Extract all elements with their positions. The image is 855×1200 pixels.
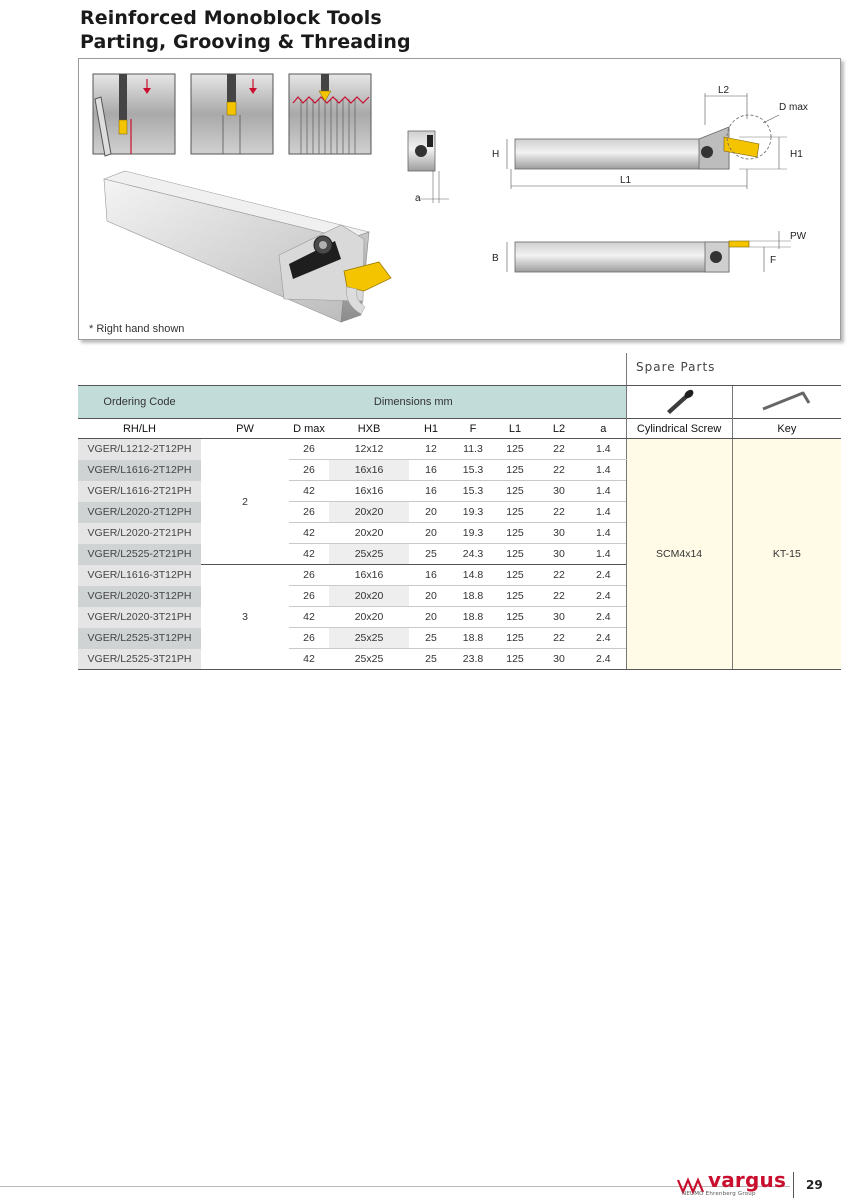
f-cell: 23.8 (453, 649, 493, 670)
dim-label-a: a (415, 193, 421, 204)
f-cell: 15.3 (453, 460, 493, 481)
f-cell: 15.3 (453, 481, 493, 502)
h1-cell: 20 (409, 586, 453, 607)
f-cell: 19.3 (453, 502, 493, 523)
a-cell: 1.4 (581, 523, 626, 544)
l1-cell: 125 (493, 502, 537, 523)
l2-cell: 22 (537, 460, 581, 481)
pw-group-value: 2 (201, 439, 289, 565)
dmax-cell: 26 (289, 439, 329, 460)
key-value: KT-15 (732, 439, 841, 670)
f-cell: 18.8 (453, 586, 493, 607)
h1-cell: 20 (409, 502, 453, 523)
screw-picture-cell (626, 386, 732, 419)
hxb-cell: 25x25 (329, 544, 409, 565)
dim-label-h1: H1 (790, 149, 803, 160)
dmax-cell: 42 (289, 544, 329, 565)
hxb-cell: 20x20 (329, 502, 409, 523)
col-dmax: D max (289, 419, 329, 439)
a-cell: 2.4 (581, 565, 626, 586)
ordering-code: VGER/L2020-2T21PH (78, 523, 201, 544)
figure-panel (78, 58, 841, 340)
f-cell: 11.3 (453, 439, 493, 460)
table-group-header (78, 386, 841, 419)
h1-cell: 16 (409, 481, 453, 502)
hxb-cell: 25x25 (329, 628, 409, 649)
a-cell: 1.4 (581, 460, 626, 481)
page-number: 29 (806, 1178, 823, 1192)
h1-cell: 25 (409, 628, 453, 649)
ordering-code-header: Ordering Code (78, 386, 201, 419)
hxb-cell: 16x16 (329, 565, 409, 586)
a-cell: 2.4 (581, 586, 626, 607)
l2-cell: 30 (537, 649, 581, 670)
h1-cell: 12 (409, 439, 453, 460)
l1-cell: 125 (493, 460, 537, 481)
ordering-code: VGER/L1212-2T12PH (78, 439, 201, 460)
l2-cell: 30 (537, 607, 581, 628)
dmax-cell: 26 (289, 460, 329, 481)
l2-cell: 22 (537, 439, 581, 460)
dmax-cell: 26 (289, 586, 329, 607)
dmax-cell: 42 (289, 649, 329, 670)
grooving-operation-icon (191, 74, 273, 154)
a-cell: 2.4 (581, 649, 626, 670)
f-cell: 18.8 (453, 628, 493, 649)
l1-cell: 125 (493, 481, 537, 502)
h1-cell: 25 (409, 544, 453, 565)
col-cylindrical-screw: Cylindrical Screw (626, 419, 732, 439)
l1-cell: 125 (493, 523, 537, 544)
l1-cell: 125 (493, 439, 537, 460)
table-row (78, 439, 841, 460)
dim-label-f: F (770, 255, 777, 266)
col-h1: H1 (409, 419, 453, 439)
hxb-cell: 16x16 (329, 481, 409, 502)
dim-label-h: H (492, 149, 500, 160)
col-f: F (453, 419, 493, 439)
f-cell: 14.8 (453, 565, 493, 586)
a-cell: 1.4 (581, 544, 626, 565)
a-cell: 2.4 (581, 628, 626, 649)
dmax-cell: 42 (289, 481, 329, 502)
hxb-cell: 16x16 (329, 460, 409, 481)
dmax-cell: 26 (289, 628, 329, 649)
ordering-code: VGER/L2525-2T21PH (78, 544, 201, 565)
spare-parts-title: Spare Parts (636, 360, 716, 374)
col-hxb: HXB (329, 419, 409, 439)
top-view-drawing (492, 231, 807, 272)
key-icon (757, 387, 817, 415)
hxb-cell: 12x12 (329, 439, 409, 460)
tool-3d-render (104, 171, 391, 322)
dmax-cell: 42 (289, 607, 329, 628)
col-l2: L2 (537, 419, 581, 439)
parting-operation-icon (93, 74, 175, 156)
hxb-cell: 20x20 (329, 607, 409, 628)
ordering-code: VGER/L2525-3T21PH (78, 649, 201, 670)
l1-cell: 125 (493, 628, 537, 649)
screw-value: SCM4x14 (626, 439, 732, 670)
col-key: Key (732, 419, 841, 439)
ordering-code: VGER/L1616-2T21PH (78, 481, 201, 502)
l1-cell: 125 (493, 607, 537, 628)
dmax-cell: 42 (289, 523, 329, 544)
l1-cell: 125 (493, 649, 537, 670)
l1-cell: 125 (493, 586, 537, 607)
pw-group-value: 3 (201, 565, 289, 670)
brand-logo: vargus (708, 1168, 787, 1192)
col-pw: PW (201, 419, 289, 439)
dim-label-b: B (492, 253, 499, 264)
a-cell: 1.4 (581, 439, 626, 460)
ordering-code: VGER/L2020-3T12PH (78, 586, 201, 607)
hxb-cell: 25x25 (329, 649, 409, 670)
h1-cell: 20 (409, 607, 453, 628)
tool-illustration (79, 59, 842, 341)
screw-icon (659, 387, 699, 415)
dmax-cell: 26 (289, 565, 329, 586)
ordering-code: VGER/L1616-2T12PH (78, 460, 201, 481)
dim-label-l1: L1 (620, 175, 632, 186)
a-cell: 1.4 (581, 502, 626, 523)
l2-cell: 30 (537, 544, 581, 565)
page-number-divider (793, 1172, 794, 1198)
l2-cell: 22 (537, 628, 581, 649)
a-cell: 2.4 (581, 607, 626, 628)
hxb-cell: 20x20 (329, 586, 409, 607)
ordering-code: VGER/L1616-3T12PH (78, 565, 201, 586)
l1-cell: 125 (493, 565, 537, 586)
dimensions-header: Dimensions mm (201, 386, 626, 419)
l2-cell: 22 (537, 565, 581, 586)
dim-label-pw: PW (790, 231, 807, 242)
h1-cell: 16 (409, 565, 453, 586)
ordering-code: VGER/L2020-3T21PH (78, 607, 201, 628)
h1-cell: 16 (409, 460, 453, 481)
side-view-drawing (492, 85, 808, 189)
l2-cell: 22 (537, 502, 581, 523)
table-column-header (78, 419, 841, 439)
hxb-cell: 20x20 (329, 523, 409, 544)
threading-operation-icon (289, 74, 371, 154)
title-line-2: Parting, Grooving & Threading (80, 31, 411, 53)
dmax-cell: 26 (289, 502, 329, 523)
key-picture-cell (732, 386, 841, 419)
ordering-table (78, 385, 841, 670)
h1-cell: 25 (409, 649, 453, 670)
l2-cell: 22 (537, 586, 581, 607)
col-rhlh: RH/LH (78, 419, 201, 439)
l2-cell: 30 (537, 523, 581, 544)
f-cell: 18.8 (453, 607, 493, 628)
l1-cell: 125 (493, 544, 537, 565)
col-l1: L1 (493, 419, 537, 439)
end-view-drawing (408, 131, 449, 204)
figure-footnote: * Right hand shown (89, 323, 185, 335)
h1-cell: 20 (409, 523, 453, 544)
dim-label-dmax: D max (779, 102, 808, 113)
col-a: a (581, 419, 626, 439)
f-cell: 24.3 (453, 544, 493, 565)
title-line-1: Reinforced Monoblock Tools (80, 7, 382, 29)
dim-label-l2: L2 (718, 85, 730, 96)
spare-parts-divider (626, 353, 627, 386)
a-cell: 1.4 (581, 481, 626, 502)
footer-rule (0, 1186, 790, 1187)
ordering-code: VGER/L2525-3T12PH (78, 628, 201, 649)
l2-cell: 30 (537, 481, 581, 502)
f-cell: 19.3 (453, 523, 493, 544)
ordering-code: VGER/L2020-2T12PH (78, 502, 201, 523)
page-title (80, 6, 411, 54)
brand-subline: NEUMO Ehrenberg Group (682, 1191, 756, 1197)
